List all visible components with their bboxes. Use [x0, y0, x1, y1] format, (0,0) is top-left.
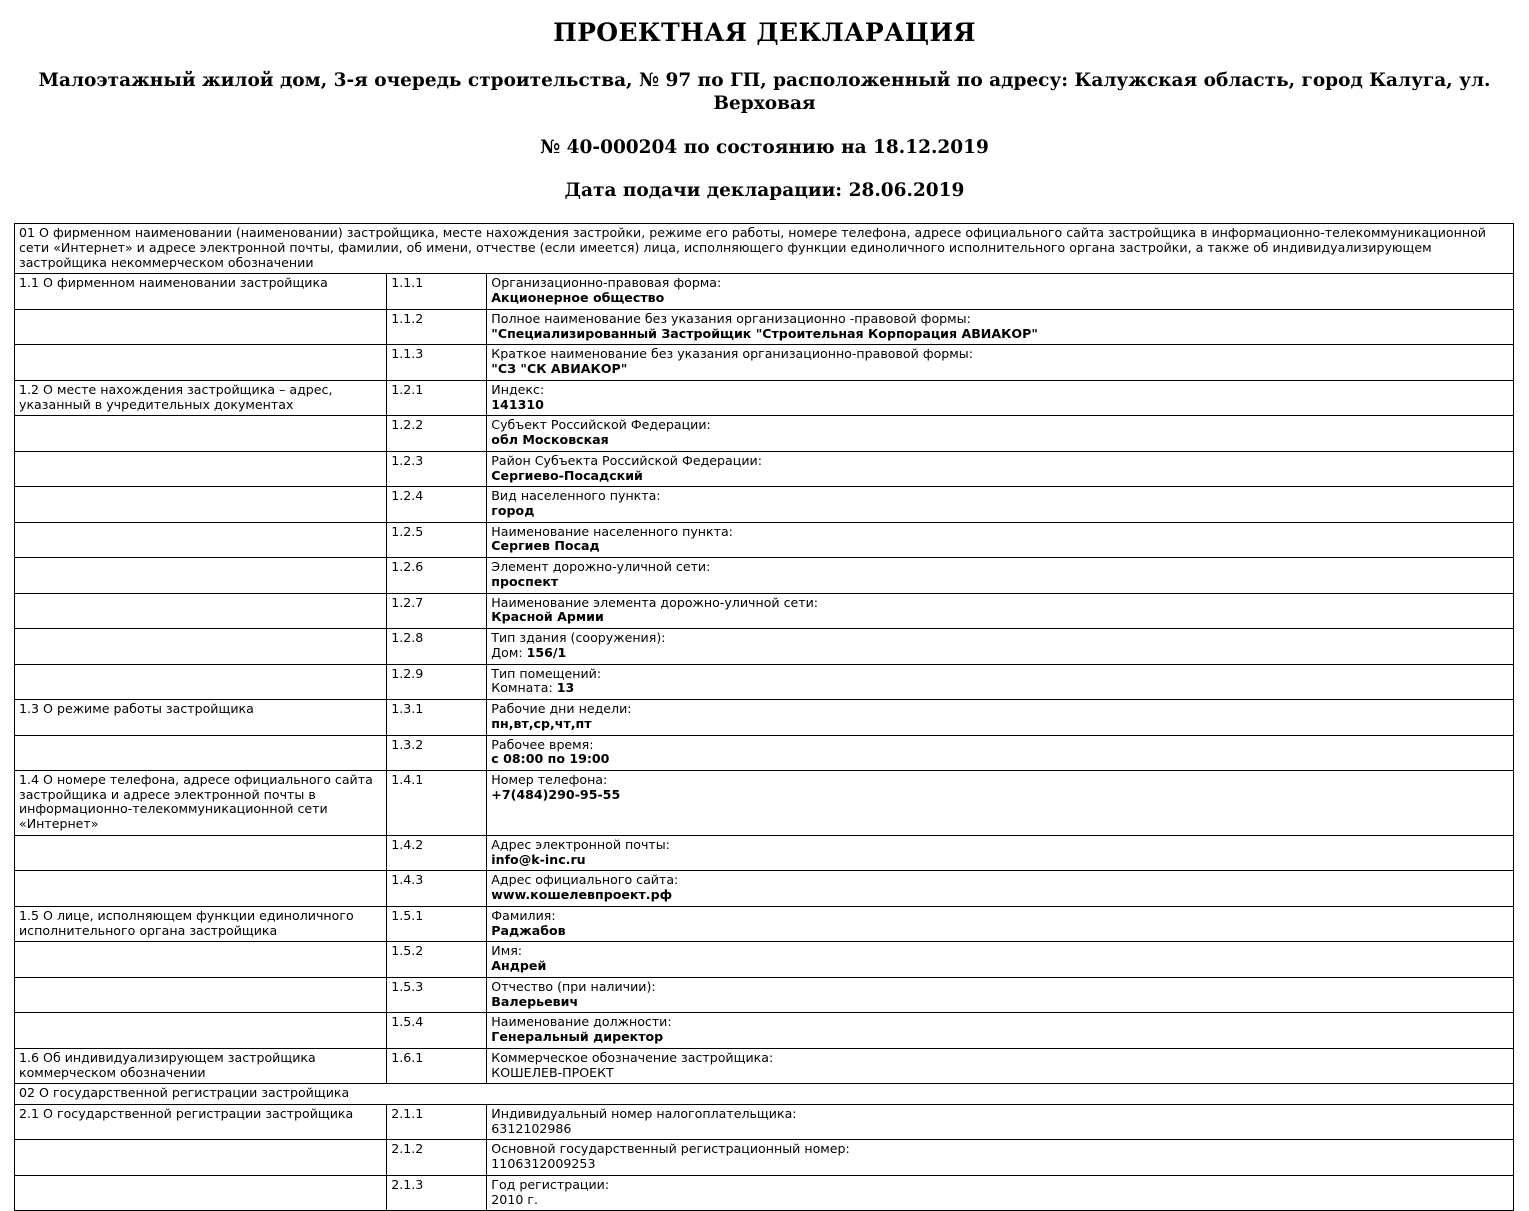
row-topic-cell: [15, 487, 387, 522]
row-field-label: Тип здания (сооружения):: [491, 630, 666, 646]
row-code-cell: 1.2.2: [387, 416, 487, 451]
row-field-label: Наименование должности:: [491, 1014, 672, 1030]
row-field-value: Генеральный директор: [491, 1029, 664, 1045]
table-row: [15, 1104, 1514, 1139]
table-row: [15, 771, 1514, 836]
row-field-value-line: [491, 1066, 1509, 1081]
table-row: [15, 664, 1514, 699]
row-topic-cell: [15, 735, 387, 770]
table-row: [15, 380, 1514, 415]
row-field-label: Рабочее время:: [491, 736, 594, 752]
row-code-cell: 1.5.1: [387, 906, 487, 941]
row-topic-cell: [15, 871, 387, 906]
row-field-label: Адрес официального сайта:: [491, 872, 679, 888]
row-topic-cell: [15, 629, 387, 664]
row-topic-cell: 1.4 О номере телефона, адресе официального сайта застройщика и адресе электронной почты в информационно-телекоммуникационной сети «Интернет»: [15, 771, 387, 836]
row-topic-cell: 1.1 О фирменном наименовании застройщика: [15, 274, 387, 309]
row-field-value-line: [491, 995, 1509, 1010]
section-header-row: [15, 1084, 1514, 1105]
row-field-label: Номер телефона:: [491, 772, 608, 788]
row-field-label: Рабочие дни недели:: [491, 701, 632, 717]
table-row: [15, 451, 1514, 486]
row-field-value-line: [491, 1193, 1509, 1208]
row-field-value: 2010 г.: [491, 1191, 538, 1207]
table-row: [15, 1048, 1514, 1083]
row-topic-cell: [15, 977, 387, 1012]
row-topic-cell: [15, 416, 387, 451]
section-header-text: 02 О государственной регистрации застройщика: [15, 1084, 1514, 1105]
row-code-cell: 1.4.3: [387, 871, 487, 906]
table-row: [15, 906, 1514, 941]
row-field-label: Тип помещений:: [491, 665, 602, 681]
row-code-cell: 1.3.2: [387, 735, 487, 770]
row-field-value-line: [491, 924, 1509, 939]
row-field-value: Акционерное общество: [491, 290, 665, 306]
row-field-value: КОШЕЛЕВ-ПРОЕКТ: [491, 1064, 614, 1080]
row-field-value: Раджабов: [491, 922, 566, 938]
row-code-cell: 1.2.3: [387, 451, 487, 486]
row-code-cell: 1.2.8: [387, 629, 487, 664]
row-topic-cell: 1.2 О месте нахождения застройщика – адрес, указанный в учредительных документах: [15, 380, 387, 415]
row-code-cell: 2.1.2: [387, 1140, 487, 1175]
row-value-cell: [487, 522, 1514, 557]
row-field-label: Фамилия:: [491, 907, 556, 923]
row-field-value-line: [491, 959, 1509, 974]
row-value-cell: [487, 1048, 1514, 1083]
table-row: [15, 345, 1514, 380]
row-field-label: Отчество (при наличии):: [491, 978, 656, 994]
row-code-cell: 1.2.4: [387, 487, 487, 522]
row-field-value-line: [491, 539, 1509, 554]
row-field-value: Валерьевич: [491, 993, 579, 1009]
row-field-value: проспект: [491, 573, 559, 589]
row-value-cell: [487, 871, 1514, 906]
row-value-cell: [487, 416, 1514, 451]
row-field-value-line: [491, 888, 1509, 903]
section-header-text: 01 О фирменном наименовании (наименовании) застройщика, месте нахождения застройки, режиме его работы, номере телефона, адресе официального сайта застройщика в информационно-телекоммуникационной сети «Интернет» и адресе электронной почты, фамилии, об имени, отчестве (если имеется) лица, исполняющего функции единоличного исполнительного органа застройки, а также об индивидуализирующем застройщика некоммерческом обозначении: [15, 224, 1514, 274]
row-field-value: "СЗ "СК АВИАКОР": [491, 361, 628, 377]
row-code-cell: 2.1.1: [387, 1104, 487, 1139]
row-code-cell: 2.1.3: [387, 1175, 487, 1210]
row-value-cell: [487, 1013, 1514, 1048]
row-field-label: Год регистрации:: [491, 1176, 610, 1192]
row-code-cell: 1.2.1: [387, 380, 487, 415]
table-row: [15, 942, 1514, 977]
row-field-value-line: [491, 610, 1509, 625]
row-topic-cell: [15, 345, 387, 380]
row-field-label: Наименование элемента дорожно-уличной сети:: [491, 594, 819, 610]
document-subtitle: Малоэтажный жилой дом, 3-я очередь строительства, № 97 по ГП, расположенный по адресу: Калужская область, город Калуга, ул. Верховая: [38, 70, 1491, 115]
table-row: [15, 1140, 1514, 1175]
row-value-cell: [487, 1140, 1514, 1175]
row-field-value: Андрей: [491, 958, 547, 974]
row-field-value: город: [491, 503, 535, 518]
row-topic-cell: [15, 835, 387, 870]
row-field-value-line: [491, 788, 1509, 803]
row-topic-cell: [15, 664, 387, 699]
row-field-label: Основной государственный регистрационный номер:: [491, 1141, 850, 1157]
row-field-value: "Специализированный Застройщик "Строительная Корпорация АВИАКОР": [491, 325, 1038, 341]
table-row: [15, 629, 1514, 664]
row-field-value: 141310: [491, 396, 544, 412]
row-field-value-line: [491, 398, 1509, 413]
row-topic-cell: [15, 593, 387, 628]
row-value-cell: [487, 1104, 1514, 1139]
row-field-value: 6312102986: [491, 1120, 572, 1136]
row-value-cell: [487, 487, 1514, 522]
row-field-value-line: [491, 291, 1509, 306]
row-code-cell: 1.5.4: [387, 1013, 487, 1048]
row-field-value-line: [491, 1030, 1509, 1045]
row-inline-label: Дом:: [491, 644, 527, 660]
row-topic-cell: [15, 1140, 387, 1175]
row-field-value-line: [491, 433, 1509, 448]
row-value-cell: [487, 629, 1514, 664]
table-row: [15, 871, 1514, 906]
row-code-cell: 1.1.3: [387, 345, 487, 380]
row-field-value-line: [491, 646, 1509, 661]
declaration-table: [14, 223, 1514, 1211]
table-row: [15, 416, 1514, 451]
row-topic-cell: [15, 942, 387, 977]
row-value-cell: [487, 1175, 1514, 1210]
table-row: [15, 593, 1514, 628]
row-field-value: info@k-inc.ru: [491, 851, 586, 867]
row-value-cell: [487, 835, 1514, 870]
row-field-label: Коммерческое обозначение застройщика:: [491, 1049, 774, 1065]
table-row: [15, 700, 1514, 735]
row-field-value-line: [491, 717, 1509, 732]
document-number: № 40-000204 по состоянию на 18.12.2019: [540, 137, 989, 159]
row-field-value-line: [491, 681, 1509, 696]
row-field-value: обл Московская: [491, 432, 609, 448]
row-topic-cell: [15, 522, 387, 557]
table-row: [15, 558, 1514, 593]
row-topic-cell: 1.5 О лице, исполняющем функции единоличного исполнительного органа застройщика: [15, 906, 387, 941]
row-field-value: www.кошелевпроект.рф: [491, 887, 673, 903]
table-row: [15, 487, 1514, 522]
row-field-value-line: [491, 853, 1509, 868]
row-field-label: Полное наименование без указания организационно -правовой формы:: [491, 310, 971, 326]
row-field-label: Элемент дорожно-уличной сети:: [491, 559, 711, 575]
row-field-value-line: [491, 469, 1509, 484]
row-field-value: 1106312009253: [491, 1156, 596, 1172]
row-topic-cell: [15, 1175, 387, 1210]
row-field-value: Красной Армии: [491, 609, 604, 625]
row-value-cell: [487, 380, 1514, 415]
row-field-value-line: [491, 1157, 1509, 1172]
row-code-cell: 1.3.1: [387, 700, 487, 735]
row-field-value: 156/1: [526, 644, 567, 660]
row-code-cell: 1.5.2: [387, 942, 487, 977]
row-code-cell: 1.5.3: [387, 977, 487, 1012]
row-value-cell: [487, 274, 1514, 309]
row-field-value: +7(484)290-95-55: [491, 786, 621, 802]
row-field-label: Организационно-правовая форма:: [491, 275, 722, 291]
row-field-value: пн,вт,ср,чт,пт: [491, 715, 592, 731]
row-code-cell: 1.2.9: [387, 664, 487, 699]
row-value-cell: [487, 558, 1514, 593]
row-topic-cell: 2.1 О государственной регистрации застройщика: [15, 1104, 387, 1139]
table-row: [15, 274, 1514, 309]
row-topic-cell: 1.6 Об индивидуализирующем застройщика коммерческом обозначении: [15, 1048, 387, 1083]
row-code-cell: 1.2.6: [387, 558, 487, 593]
row-code-cell: 1.4.2: [387, 835, 487, 870]
table-row: [15, 977, 1514, 1012]
row-topic-cell: 1.3 О режиме работы застройщика: [15, 700, 387, 735]
row-field-value-line: [491, 575, 1509, 590]
row-field-value-line: [491, 327, 1509, 342]
row-field-value: Сергиев Посад: [491, 538, 600, 554]
row-field-value-line: [491, 1122, 1509, 1137]
row-topic-cell: [15, 1013, 387, 1048]
row-value-cell: [487, 942, 1514, 977]
row-field-label: Район Субъекта Российской Федерации:: [491, 452, 762, 468]
row-code-cell: 1.2.7: [387, 593, 487, 628]
row-value-cell: [487, 700, 1514, 735]
row-field-value: 13: [556, 680, 575, 696]
table-row: [15, 835, 1514, 870]
row-topic-cell: [15, 558, 387, 593]
document-submission-date: Дата подачи декларации: 28.06.2019: [564, 180, 965, 202]
row-value-cell: [487, 735, 1514, 770]
row-value-cell: [487, 664, 1514, 699]
row-code-cell: 1.4.1: [387, 771, 487, 836]
row-field-label: Адрес электронной почты:: [491, 836, 670, 852]
row-code-cell: 1.6.1: [387, 1048, 487, 1083]
row-code-cell: 1.1.2: [387, 309, 487, 344]
row-field-label: Вид населенного пункта:: [491, 488, 661, 504]
row-field-value-line: [491, 752, 1509, 767]
row-value-cell: [487, 906, 1514, 941]
table-row: [15, 309, 1514, 344]
row-topic-cell: [15, 309, 387, 344]
row-value-cell: [487, 451, 1514, 486]
row-topic-cell: [15, 451, 387, 486]
page-title: ПРОЕКТНАЯ ДЕКЛАРАЦИЯ: [553, 18, 976, 47]
row-field-label: Наименование населенного пункта:: [491, 523, 733, 539]
row-field-label: Индивидуальный номер налогоплательщика:: [491, 1105, 797, 1121]
row-value-cell: [487, 345, 1514, 380]
row-field-value-line: [491, 504, 1509, 519]
table-row: [15, 1175, 1514, 1210]
row-field-label: Субъект Российской Федерации:: [491, 417, 711, 433]
row-field-label: Индекс:: [491, 381, 545, 397]
row-value-cell: [487, 593, 1514, 628]
row-field-value: Сергиево-Посадский: [491, 467, 643, 483]
section-header-row: [15, 224, 1514, 274]
row-code-cell: 1.1.1: [387, 274, 487, 309]
table-row: [15, 522, 1514, 557]
row-field-value: с 08:00 по 19:00: [491, 751, 610, 767]
row-code-cell: 1.2.5: [387, 522, 487, 557]
row-field-label: Имя:: [491, 943, 523, 959]
row-field-label: Краткое наименование без указания организационно-правовой формы:: [491, 346, 973, 362]
table-row: [15, 1013, 1514, 1048]
row-field-value-line: [491, 362, 1509, 377]
row-value-cell: [487, 977, 1514, 1012]
table-row: [15, 735, 1514, 770]
row-value-cell: [487, 309, 1514, 344]
row-value-cell: [487, 771, 1514, 836]
row-inline-label: Комната:: [491, 680, 557, 696]
